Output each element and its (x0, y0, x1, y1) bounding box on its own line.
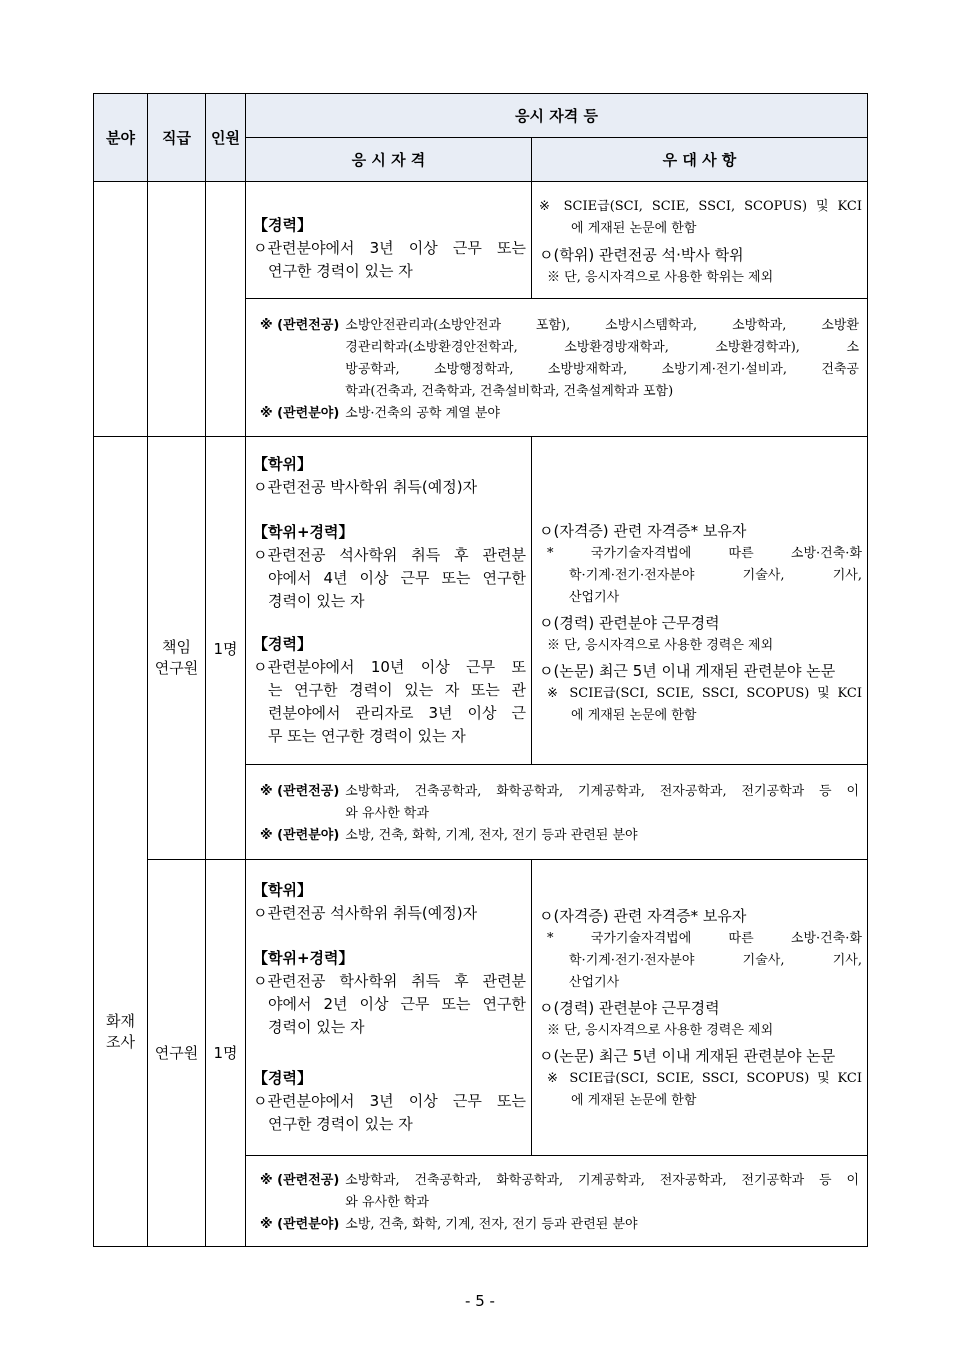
career-title: 【경력】 (253, 215, 312, 234)
pref-paper: ㅇ(논문) 최근 5년 이내 게재된 관련분야 논문 (539, 1047, 836, 1065)
degree-career-line: 경력이 있는 자 (268, 1018, 365, 1036)
cert-note: 산업기사 (569, 590, 620, 605)
area-label: ※ (관련분야) (260, 1217, 340, 1232)
career-line: 는 연구한 경력이 있는 자 또는 관 (268, 681, 526, 699)
header-field: 분야 (94, 94, 148, 182)
area-label: ※ (관련분야) (260, 405, 340, 421)
pref-degree: ㅇ(학위) 관련전공 석·박사 학위 (539, 245, 744, 264)
pref-certificate: ㅇ(자격증) 관련 자격증* 보유자 (539, 522, 747, 540)
major-line: 방공학과, 소방행정학과, 소방방재학과, 소방기계·전기·설비과, 건축공 (345, 361, 859, 377)
header-grade: 직급 (148, 94, 206, 182)
career-line: 연구한 경력이 있는 자 (268, 261, 413, 280)
cert-note: * 국가기술자격법에 따른 소방·건축·화 (547, 546, 862, 561)
header-preference: 우 대 사 항 (532, 138, 868, 182)
block3-notes (246, 1156, 868, 1247)
field-fire-investigation: 화재 조사 (94, 437, 148, 1247)
header-qualification-group: 응시 자격 등 (246, 94, 868, 138)
paper-note: 에 게재된 논문에 한함 (571, 708, 697, 723)
major-label: ※ (관련전공) (260, 1173, 340, 1188)
degree-career-line: ㅇ관련전공 학사학위 취득 후 관련분 (253, 972, 526, 990)
degree-title: 【학위】 (253, 455, 312, 473)
degree-career-line: 경력이 있는 자 (268, 592, 365, 610)
block1-notes (246, 299, 868, 437)
pref-note: ※ 단, 응시자격으로 사용한 학위는 제외 (547, 269, 774, 285)
degree-career-line: 야에서 4년 이상 근무 또는 연구한 (268, 569, 526, 587)
pref-certificate: ㅇ(자격증) 관련 자격증* 보유자 (539, 907, 747, 925)
block3-preference (532, 860, 868, 1156)
block1-qualification (246, 182, 532, 299)
grade-cell-empty (148, 182, 206, 437)
field-cell-empty (94, 182, 148, 437)
major-line: 경관리학과(소방환경안전학과, 소방환경방재학과, 소방환경학과), 소 (345, 339, 859, 355)
cert-note: 학·기계·전기·전자분야 기술사, 기사, (569, 953, 862, 968)
major-label: ※ (관련전공) (260, 784, 340, 799)
block2-preference (532, 437, 868, 765)
major-line: 와 유사한 학과 (345, 1195, 429, 1210)
pref-note: 에 게재된 논문에 한함 (571, 220, 697, 236)
paper-note: 에 게재된 논문에 한함 (571, 1093, 697, 1108)
pref-career: ㅇ(경력) 관련분야 근무경력 (539, 614, 720, 632)
block2-notes (246, 765, 868, 860)
pref-career: ㅇ(경력) 관련분야 근무경력 (539, 999, 720, 1017)
area-text: 소방, 건축, 화학, 기계, 전자, 전기 등과 관련된 분야 (345, 1217, 638, 1232)
block2-qualification (246, 437, 532, 765)
career-note: ※ 단, 응시자격으로 사용한 경력은 제외 (547, 1023, 774, 1038)
count-senior: 1명 (206, 437, 246, 860)
pref-paper: ㅇ(논문) 최근 5년 이내 게재된 관련분야 논문 (539, 662, 836, 680)
career-line: ㅇ관련분야에서 3년 이상 근무 또는 (253, 238, 526, 257)
count-researcher: 1명 (206, 860, 246, 1247)
block3-qualification (246, 860, 532, 1156)
area-text: 소방, 건축, 화학, 기계, 전자, 전기 등과 관련된 분야 (345, 828, 638, 843)
degree-career-title: 【학위+경력】 (253, 523, 354, 541)
cert-note: * 국가기술자격법에 따른 소방·건축·화 (547, 931, 862, 946)
block1-preference (532, 182, 868, 299)
grade-senior-researcher: 책임 연구원 (148, 437, 206, 860)
page-number: - 5 - (465, 1292, 495, 1310)
career-line: ㅇ관련분야에서 3년 이상 근무 또는 (253, 1092, 526, 1110)
career-line: ㅇ관련분야에서 10년 이상 근무 또 (253, 658, 526, 676)
career-note: ※ 단, 응시자격으로 사용한 경력은 제외 (547, 638, 774, 653)
major-line: 와 유사한 학과 (345, 806, 429, 821)
area-text: 소방·건축의 공학 계열 분야 (345, 405, 500, 421)
cert-note: 산업기사 (569, 975, 620, 990)
paper-note: ※ SCIE급(SCI, SCIE, SSCI, SCOPUS) 및 KCI (547, 686, 862, 701)
degree-career-title: 【학위+경력】 (253, 949, 354, 967)
degree-career-line: ㅇ관련전공 석사학위 취득 후 관련분 (253, 546, 526, 564)
paper-note: ※ SCIE급(SCI, SCIE, SSCI, SCOPUS) 및 KCI (547, 1071, 862, 1086)
cert-note: 학·기계·전기·전자분야 기술사, 기사, (569, 568, 862, 583)
degree-career-line: 야에서 2년 이상 근무 또는 연구한 (268, 995, 526, 1013)
degree-line: ㅇ관련전공 석사학위 취득(예정)자 (253, 904, 478, 922)
area-label: ※ (관련분야) (260, 828, 340, 843)
major-label: ※ (관련전공) (260, 317, 340, 333)
degree-line: ㅇ관련전공 박사학위 취득(예정)자 (253, 478, 478, 496)
career-title: 【경력】 (253, 1069, 312, 1087)
major-line: 학과(건축과, 건축학과, 건축설비학과, 건축설계학과 포함) (345, 383, 674, 399)
career-line: 무 또는 연구한 경력이 있는 자 (268, 727, 466, 745)
major-line: 소방안전관리과(소방안전과 포함), 소방시스템학과, 소방학과, 소방환 (345, 317, 859, 333)
degree-title: 【학위】 (253, 881, 312, 899)
recruitment-table (93, 93, 868, 1247)
career-line: 연구한 경력이 있는 자 (268, 1115, 413, 1133)
major-line: 소방학과, 건축공학과, 화학공학과, 기계공학과, 전자공학과, 전기공학과 등 이 (345, 784, 859, 799)
pref-note: ※ SCIE급(SCI, SCIE, SSCI, SCOPUS) 및 KCI (539, 198, 862, 214)
header-qualification: 응 시 자 격 (246, 138, 532, 182)
major-line: 소방학과, 건축공학과, 화학공학과, 기계공학과, 전자공학과, 전기공학과 등 이 (345, 1173, 859, 1188)
header-count: 인원 (206, 94, 246, 182)
career-title: 【경력】 (253, 635, 312, 653)
career-line: 련분야에서 관리자로 3년 이상 근 (268, 704, 526, 722)
grade-researcher: 연구원 (148, 860, 206, 1247)
count-cell-empty (206, 182, 246, 437)
